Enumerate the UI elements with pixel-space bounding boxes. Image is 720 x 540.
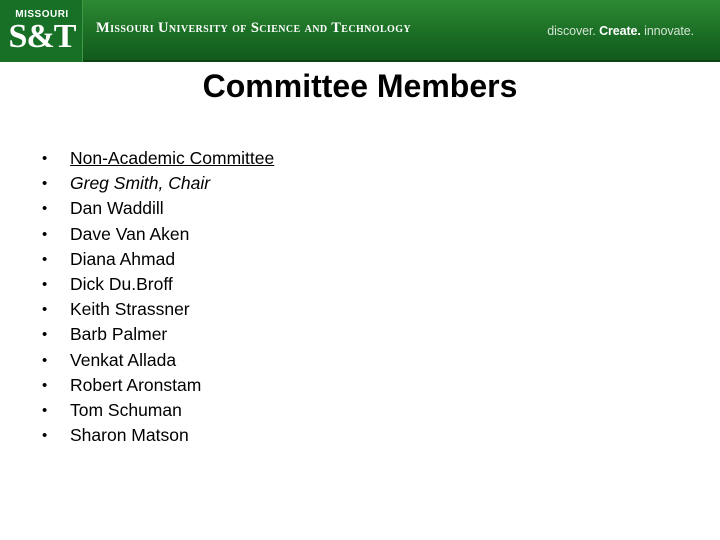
bullet-icon: • [42,275,48,293]
header-banner [0,0,720,62]
tagline-innovate: innovate. [644,24,694,38]
tagline [547,24,694,38]
list-item [42,322,274,347]
list-item-text: Dick Du.Broff [70,273,173,294]
list-item [42,373,274,398]
list-item-text: Non-Academic Committee [70,148,275,168]
list-item-text: Sharon Matson [70,425,189,446]
list-item [42,196,274,221]
list-item-text: Dan Waddill [70,198,164,219]
list-item [42,222,274,247]
slide-title: Committee Members [202,68,518,104]
bullet-icon: • [42,401,48,419]
list-item-text: Keith Strassner [70,299,190,320]
member-list [42,146,274,448]
list-item [42,146,274,171]
list-item [42,423,274,448]
bullet-icon: • [42,351,48,369]
list-item-text: Robert Aronstam [70,374,202,395]
university-name: Missouri University of Science and Technology [96,20,412,36]
list-item-text: Tom Schuman [70,399,182,420]
list-item [42,272,274,297]
logo-main-text: S&T [8,18,76,55]
bullet-icon: • [42,150,48,167]
list-item [42,171,274,196]
bullet-icon: • [42,376,48,394]
bullet-icon: • [42,301,48,319]
logo-top-text: MISSOURI [15,9,69,20]
list-item-text: Dave Van Aken [70,223,190,244]
list-item-text: Greg Smith, Chair [70,173,211,194]
list-item [42,297,274,322]
bullet-icon: • [42,175,48,193]
university-logo [0,0,83,62]
list-item [42,348,274,373]
bullet-icon: • [42,326,48,344]
tagline-create: Create. [599,24,641,38]
tagline-discover: discover. [547,24,596,38]
bullet-icon: • [42,250,48,268]
bullet-icon: • [42,200,48,218]
list-item-text: Diana Ahmad [70,248,176,269]
list-item [42,398,274,423]
list-item-text: Barb Palmer [70,324,168,345]
list-item [42,247,274,272]
bullet-icon: • [42,225,48,243]
slide-title-container [0,68,720,105]
bullet-icon: • [42,427,48,445]
list-item-text: Venkat Allada [70,349,177,370]
